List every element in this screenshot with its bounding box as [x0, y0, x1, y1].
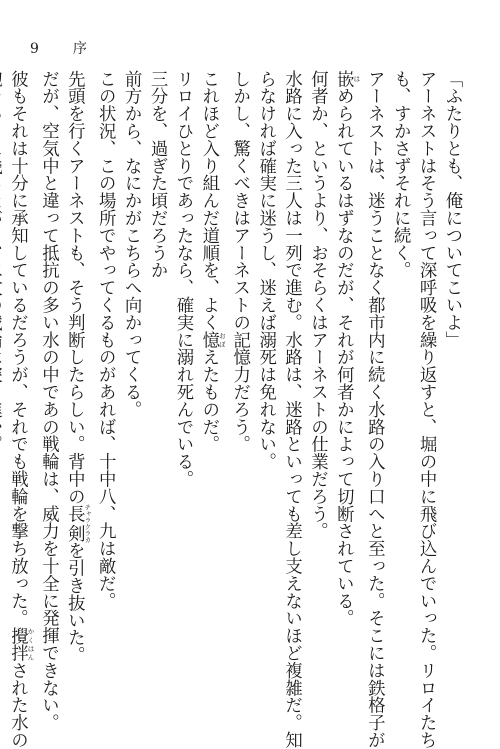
text-line [4, 70, 35, 749]
text-segment [0, 70, 2, 453]
ruby-base: 憶 [198, 331, 219, 349]
ruby-reading: は [352, 70, 361, 88]
text-line [117, 70, 143, 670]
text-segment: アーネストは、迷うことなく都市内に続く水路の入り口へと至った。そこには鉄格子が [364, 70, 385, 749]
text-line [329, 70, 360, 670]
text-segment: えたものだ。 [198, 348, 219, 453]
text-line [252, 70, 278, 670]
ruby-annotation [333, 70, 361, 88]
text-segment: も、すかさずそれに続く。 [390, 70, 411, 279]
text-line [360, 70, 386, 749]
text-line [143, 70, 169, 670]
ruby-annotation [7, 626, 35, 662]
text-segment: らなければ確実に迷うし、迷えば溺死は免れない。 [255, 70, 276, 471]
text-line [412, 70, 438, 749]
ruby-base: 長剣 [64, 503, 85, 543]
page-number: 9 [30, 41, 39, 57]
ruby-base: 攪拌 [7, 626, 28, 662]
text-line [304, 70, 330, 670]
text-segment: 前方から、なにかがこちらへ向かってくる。 [121, 70, 142, 418]
page-header [30, 38, 87, 58]
text-segment: この状況、この場所でやってくるものがあれば、十中八、九は敵だ。 [95, 70, 116, 610]
text-line [35, 70, 61, 732]
text-segment: アーネストはそう言って深呼吸を繰り返すと、堀の中に飛び込んでいった。リロイたち [416, 70, 437, 749]
ruby-reading: かくはん [26, 626, 35, 662]
text-segment: だが、空気中と違って抵抗の多い水の中であの戦輪は、威力を十全に発揮できない。 [38, 70, 59, 732]
text-line [169, 70, 195, 670]
text-line [278, 70, 304, 749]
text-line [386, 70, 412, 670]
text-line [195, 70, 226, 670]
ruby-reading: おぼ [217, 331, 226, 349]
text-segment: された水の [7, 661, 28, 749]
text-line [60, 70, 91, 670]
text-segment: 彼もそれは十分に承知しているだろうが、それでも戦輪を撃ち放った。 [7, 70, 28, 627]
text-line [91, 70, 117, 670]
ruby-base: 嵌 [333, 70, 354, 88]
text-segment: 先頭を行くアーネストも、そう判断したらしい。背中の [64, 70, 85, 505]
chapter-title: 序 [72, 41, 87, 57]
text-segment: を引き抜いた。 [64, 541, 85, 664]
text-line [438, 70, 464, 670]
text-segment: 三分を、過ぎた頃だろうか [147, 70, 168, 279]
ruby-reading: チャラクラカ [83, 503, 92, 543]
text-segment: 「ふたりとも、俺についてこいよ」 [442, 70, 462, 349]
text-segment: められているはずなのだが、それが何者かによって切断されている。 [333, 87, 354, 627]
text-segment: しかし、驚くべきはアーネストの記憶力だろう。 [229, 70, 250, 453]
body-text [7, 70, 464, 749]
text-segment: 水路に入った三人は一列で進む。水路は、迷路といっても差し支えないほど複雑だ。知 [281, 70, 302, 749]
ruby-annotation [198, 331, 226, 349]
ruby-annotation [64, 503, 92, 543]
text-segment: これほど入り組んだ道順を、よく [198, 70, 219, 331]
text-line [226, 70, 252, 670]
text-segment: リロイひとりであったなら、確実に溺れ死んでいる。 [172, 70, 193, 488]
text-segment: 何者か、というより、おそらくはアーネストの仕業だろう。 [307, 70, 328, 540]
